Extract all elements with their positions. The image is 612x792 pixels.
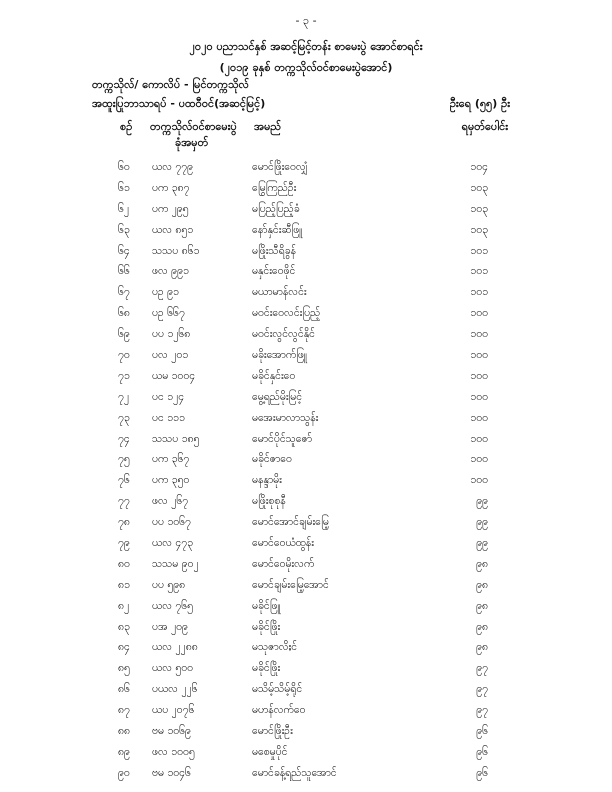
- row-number: ၆၈: [118, 307, 130, 320]
- row-roll-number: ယလ ၈၅၁: [152, 223, 194, 236]
- row-score: ၉၇: [476, 662, 488, 675]
- row-number: ၈၄: [118, 641, 130, 654]
- row-number: ၇၇: [118, 495, 130, 508]
- table-row: [0, 641, 612, 662]
- table-row: [0, 579, 612, 600]
- table-row: [0, 161, 612, 182]
- table-row: [0, 621, 612, 642]
- row-name: မွေ့ရည်မိုးမြင့်: [252, 390, 303, 403]
- row-score: ၁၀၁: [470, 244, 488, 257]
- table-row: [0, 182, 612, 203]
- row-name: မဝင်းဝေလင်းပြည့်: [252, 307, 321, 320]
- row-number: ၇၅: [118, 453, 130, 466]
- header-roll: တက္ကသိုလ်ဝင်စာမေးပွဲ: [150, 120, 237, 133]
- row-name: မဖြိုးသီရိခွန်: [252, 244, 296, 257]
- row-number: ၇၉: [118, 537, 130, 550]
- row-roll-number: ယပ ၂၀၇၆: [152, 704, 195, 717]
- row-roll-number: ဗမ ၁၀၆၉: [152, 725, 191, 738]
- row-roll-number: ပဥ ၆၆၇: [152, 307, 185, 320]
- row-score: ၁၀၃: [470, 223, 488, 236]
- table-row: [0, 683, 612, 704]
- row-score: ၁၀၃: [470, 181, 488, 194]
- table-row: [0, 433, 612, 454]
- row-number: ၇၂: [118, 390, 130, 403]
- row-score: ၁၀၀: [470, 307, 488, 320]
- table-row: [0, 474, 612, 495]
- row-name: မဟန်လက်ဝေ: [252, 704, 306, 717]
- row-score: ၉၆: [476, 766, 488, 779]
- row-roll-number: ပင ၁၂၄: [152, 390, 185, 403]
- row-score: ၁၀၀: [470, 390, 488, 403]
- row-name: မောင်ဖြိုးဝေလျှံ: [252, 161, 308, 173]
- row-roll-number: ပက ၂၉၅: [152, 202, 189, 215]
- table-row: [0, 558, 612, 579]
- row-number: ၆၆: [118, 265, 130, 278]
- row-name: မဝင်းလွင်လွင်နိုင်: [252, 328, 315, 341]
- row-roll-number: ယလ ၅၀၀: [152, 662, 194, 675]
- row-number: ၈၃: [118, 620, 130, 633]
- row-number: ၆၁: [118, 181, 130, 194]
- row-roll-number: ပဥ ၉၁: [152, 286, 179, 299]
- row-name: မစေမှုပိုင်: [252, 745, 288, 758]
- row-score: ၉၆: [476, 745, 488, 758]
- row-score: ၁၀၀: [470, 349, 488, 362]
- row-roll-number: ဖလ ၉၉၁: [152, 265, 189, 278]
- row-number: ၈၅: [118, 662, 130, 675]
- row-roll-number: ယလ ၂၂၈၈: [152, 641, 198, 654]
- table-row: [0, 203, 612, 224]
- table-row: [0, 349, 612, 370]
- header-number: စဉ်: [120, 120, 133, 133]
- row-name: မောင်ခန့်ရည်သူအောင်: [252, 766, 337, 779]
- row-roll-number: ပက ၃၆၇: [152, 453, 190, 466]
- table-row: [0, 328, 612, 349]
- row-score: ၁၀၁: [470, 265, 488, 278]
- row-name: မခိုင်ဖြူ: [252, 599, 281, 612]
- row-roll-number: ပင ၁၁၁: [152, 411, 185, 424]
- row-name: မောင်ပိုင်သူဇော်: [252, 432, 313, 445]
- row-score: ၉၇: [476, 704, 488, 717]
- row-number: ၆၃: [118, 223, 130, 236]
- header-name: အမည်: [254, 120, 282, 133]
- row-roll-number: ပက ၃၅၀: [152, 474, 190, 487]
- row-name: မဖြိုးစုစုနီ: [252, 495, 286, 508]
- row-number: ၆၂: [118, 202, 130, 215]
- table-row: [0, 286, 612, 307]
- row-number: ၇၆: [118, 474, 130, 487]
- document-title: ၂၀၂၀ ပညာသင်နှစ် အဆင့်မြင့်တန်း စာမေးပွဲ အောင်စာရင်း: [189, 40, 423, 53]
- table-row: [0, 224, 612, 245]
- row-number: ၈၀: [118, 557, 130, 570]
- row-score: ၁၀၁: [470, 286, 488, 299]
- row-number: ၈၆: [118, 683, 130, 696]
- table-row: [0, 537, 612, 558]
- row-name: မခိုးအောက်ဖြူ: [252, 349, 307, 362]
- row-roll-number: ယလ ၇၆၅: [152, 599, 194, 612]
- row-number: ၆၇: [118, 286, 130, 299]
- row-score: ၉၈: [476, 641, 488, 654]
- row-score: ၉၈: [476, 557, 488, 570]
- row-number: ၉၀: [118, 766, 130, 779]
- row-name: မြွေကြည်ဦး: [252, 181, 297, 194]
- table-row: [0, 245, 612, 266]
- row-score: ၉၉: [476, 495, 488, 508]
- row-score: ၁၀၃: [470, 202, 488, 215]
- row-number: ၆၄: [118, 244, 130, 257]
- document-subtitle: (၂၀၁၉ ခုနှစ် တက္ကသိုလ်ဝင်စာမေးပွဲအောင်): [219, 61, 393, 74]
- table-row: [0, 265, 612, 286]
- row-number: ၇၈: [118, 516, 130, 529]
- row-name: မောင်အောင်ချမ်းမြေ့: [252, 516, 329, 529]
- row-name: မောင်ချမ်းမြေ့အောင်: [252, 578, 329, 591]
- header-roll-line2: ခုံအမှတ်: [175, 136, 209, 149]
- table-row: [0, 412, 612, 433]
- row-score: ၁၀၀: [470, 474, 488, 487]
- row-roll-number: ယလ ၄၇၃: [152, 537, 194, 550]
- row-roll-number: ယလ ၇၇၉: [152, 161, 194, 173]
- row-name: မခိုင်ဖြိုး: [252, 620, 281, 633]
- row-score: ၉၈: [476, 599, 488, 612]
- row-roll-number: ပယလ ၂၂၆: [152, 683, 198, 696]
- row-roll-number: ပပ ၅၉၈: [152, 578, 186, 591]
- row-name: မောင်ဝေမိုးလက်: [252, 557, 315, 570]
- table-row: [0, 307, 612, 328]
- row-roll-number: ပပ ၁၂၆၈: [152, 328, 191, 341]
- page-number: - ၃ -: [295, 14, 317, 27]
- row-number: ၈၂: [118, 599, 130, 612]
- header-score: ရမှတ်ပေါင်း: [461, 120, 508, 133]
- row-roll-number: ပက ၃၈၇: [152, 181, 190, 194]
- row-name: မောင်ဝေယံထွန်း: [252, 537, 314, 550]
- row-number: ၇၃: [118, 411, 130, 424]
- row-number: ၇၀: [118, 349, 130, 362]
- row-score: ၁၀၀: [470, 453, 488, 466]
- row-name: မခိုင်ဖြိုး: [252, 662, 281, 675]
- table-row: [0, 600, 612, 621]
- row-name: မနန္ဒာမိုး: [252, 474, 282, 487]
- results-table: [0, 161, 612, 788]
- row-number: ၇၁: [118, 369, 130, 382]
- table-row: [0, 746, 612, 767]
- table-row: [0, 767, 612, 788]
- row-score: ၁၀၀: [470, 369, 488, 382]
- row-name: မနှင်းဝေဖိုင်: [252, 265, 296, 278]
- row-score: ၉၈: [476, 620, 488, 633]
- table-row: [0, 391, 612, 412]
- row-score: ၉၈: [476, 578, 488, 591]
- row-number: ၆၀: [118, 161, 130, 173]
- table-row: [0, 370, 612, 391]
- row-score: ၁၀၀: [470, 328, 488, 341]
- row-name: မပြည့်ပြည့်ခံ: [252, 202, 300, 215]
- row-score: ၉၉: [476, 537, 488, 550]
- candidate-count: ဦးရေ (၅၅) ဦး: [449, 97, 510, 110]
- row-number: ၈၉: [118, 745, 130, 758]
- subject-line: အထူးပြုဘာသာရပ် - ပထဝီဝင်(အဆင့်မြင့်): [92, 97, 266, 110]
- row-name: နော်နှင်းဆီဖြူ: [252, 223, 303, 236]
- row-score: ၁၀၀: [470, 432, 488, 445]
- row-name: မယာမာန်လင်း: [252, 286, 307, 299]
- row-number: ၆၉: [118, 328, 130, 341]
- row-roll-number: သသမ ၉၀၂: [152, 557, 199, 570]
- row-roll-number: ပလ ၂၀၁: [152, 349, 189, 362]
- row-name: မခိုင်ဇာဝေ: [252, 453, 292, 466]
- row-number: ၈၇: [118, 704, 130, 717]
- row-roll-number: ဗမ ၁၀၄၆: [152, 766, 191, 779]
- row-roll-number: သသပ ၈၆၁: [152, 244, 200, 257]
- row-score: ၉၆: [476, 725, 488, 738]
- university-line: တက္ကသိုလ်/ ကောလိပ် - မြင်တက္ကသိုလ်: [92, 78, 249, 91]
- row-score: ၉၉: [476, 516, 488, 529]
- row-number: ၈၈: [118, 725, 130, 738]
- row-roll-number: ပပ ၁၀၆၇: [152, 516, 191, 529]
- table-row: [0, 725, 612, 746]
- row-roll-number: ယမ ၁၀၀၄: [152, 369, 196, 382]
- row-number: ၈၁: [118, 578, 130, 591]
- row-roll-number: ဖလ ၂၆၇: [152, 495, 189, 508]
- row-score: ၁၀၄: [470, 161, 488, 173]
- row-roll-number: ဖလ ၁၀၀၅: [152, 745, 195, 758]
- row-name: မောင်ဖြိုးဦး: [252, 725, 293, 738]
- row-name: မသိမ့်သိမ့်ရိုင်: [252, 683, 303, 696]
- row-name: မခိုင်နှင်းဝေ: [252, 369, 296, 382]
- row-roll-number: ပအ ၂၀၉: [152, 620, 188, 633]
- table-row: [0, 704, 612, 725]
- table-row: [0, 516, 612, 537]
- row-roll-number: သသပ ၁၈၅: [152, 432, 200, 445]
- row-number: ၇၄: [118, 432, 130, 445]
- table-row: [0, 662, 612, 683]
- table-row: [0, 495, 612, 516]
- row-score: ၁၀၀: [470, 411, 488, 424]
- table-row: [0, 453, 612, 474]
- row-score: ၉၇: [476, 683, 488, 696]
- row-name: မအေးမာလာသွန်း: [252, 411, 319, 424]
- row-name: မသုဇာလိႈင်: [252, 641, 298, 654]
